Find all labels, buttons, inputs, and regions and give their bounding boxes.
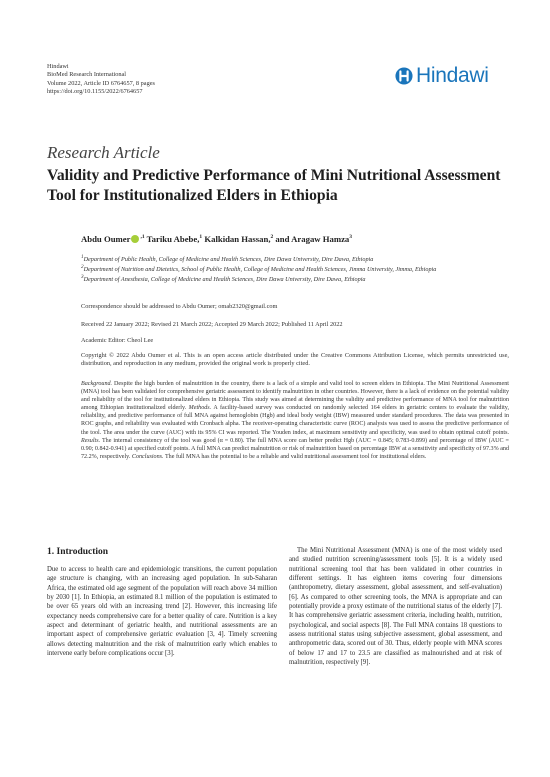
author-affil-sup: ,1 [140,234,145,241]
abstract-results-label: Results. [81,437,101,444]
article-title: Validity and Predictive Performance of Mini Nutritional Assessment Tool for Institutionalized Elders in Ethiopia [47,167,501,204]
section-heading-introduction: 1. Introduction [47,547,109,557]
author-affil-sup: 2 [270,234,274,241]
abstract-methods-label: Methods. [186,405,212,412]
author-name[interactable]: Abdu Oumer [81,234,131,244]
copyright-notice: Copyright © 2022 Abdu Oumer et al. This is an open access article distributed under the Creative Commons Attribution License, which permits unrestricted use, distribution, and reproduction in any medium, provided the original work is properly cited. [81,352,509,368]
hindawi-logo-icon [395,67,413,85]
paragraph: Due to access to health care and epidemiologic transitions, the current population age structure is changing, with an increasing aged population. In sub-Saharan Africa, the estimated old age segment of the population will reach above 34 million by 2030 [1]. In Ethiopia, an estimated 8.1 million of the population is estimated to be over 65 years old with an increasing trend [2]. However, this increasing life expectancy needs comprehensive care for a better quality of care. Nutrition is a key aspect and determinant of geriatric health, and nutritional assessments are an important aspect of comprehensive geriatric evaluation [3, 4]. Timely screening allows detecting malnutrition and the risk of malnutrition early which enables to intervene early before complications occur [3]. [47,566,277,658]
abstract-background-label: Background. [81,381,113,387]
author-list [81,234,352,244]
article-dates: Received 22 January 2022; Revised 21 March 2022; Accepted 29 March 2022; Published 11 April 2022 [81,321,343,328]
correspondence: Correspondence should be addressed to Abdu Oumer; omab2320@gmail.com [81,303,278,310]
author-affil-sup: 1 [199,234,203,241]
abstract-conclusions: The full MNA has the potential to be a reliable and valid nutritional assessment tool for institutional elders. [163,453,427,460]
left-column-text [47,565,277,658]
affiliation-item: $^2$Department of Nutrition and Dietetics, School of Public Health, College of Medicine and Health Sciences, Jimma University, Jimma, Ethiopia [81,263,437,274]
paragraph: The Mini Nutritional Assessment (MNA) is one of the most widely used and studied nutrition screening/assessment tools [5]. It is a widely used nutritional screening tool that has been validated in other countries in different settings. It has eighteen items covering four dimensions (anthropometry, dietary assessment, global assessment, and self-evaluation) [6]. As compared to other screening tools, the MNA is appropriate and can potentially provide a proxy estimate of the nutritional status of the elderly [7]. It has comprehensive geriatric assessment criteria, including health, nutrition, psychological, and social aspects [8]. The Full MNA contains 18 questions to assess nutritional status using subjective assessment, global assessment, and anthropometric data, scored out of 30. Thus, elderly people with MNA scores of below 17 and 17 to 23.5 are classified as malnourished and at risk of malnutrition, respectively [9]. [289,547,502,667]
journal-name: BioMed Research International [47,71,127,79]
abstract-methods: A facility-based survey was conducted on randomly selected 164 elders in geriatric centers to evaluate the validity, reliability, and predictive performance of full MNA against hemoglobin (Hgb) and ideal body weight (IBW) measured under standard procedures. The data was presented in ROC graphs, and reliability was evaluated with Cronbach alpha. The receiver-operating characteristic curve (ROC) analysis was used to assess the predictive performance of the tool. The area under the curve (AUC) with its 95% CI was reported. The Youden index, at maximum sensitivity and specificity, was used to obtain optimal cutoff points. [81,405,509,436]
orcid-icon[interactable] [131,235,139,243]
abstract [81,380,509,461]
publisher-name: Hindawi [47,63,69,70]
affiliation-item: $^3$Department of Anesthesia, College of Medicine and Health Sciences, Dire Dawa University, Dire Dawa, Ethiopia [81,273,366,283]
hindawi-logo [395,64,489,88]
academic-editor: Academic Editor: Cheol Lee [81,337,154,344]
hindawi-logo-text: Hindawi [416,64,489,87]
abstract-background: Despite the high burden of malnutrition in the country, there is a lack of a simple and valid tool to screen elders in Ethiopia. The Mini Nutritional Assessment (MNA) tool has been validated for comprehensive geriatric assessment to identify malnutrition in other countries. However, there is a lack of evidence on the potential validity and reliability of the tool for institutionalized elders in Ethiopia. This study was aimed at determining the validity and predictive performance of MNA tool for malnutrition among Ethiopian institutionalized elderly. [81,381,509,412]
author-name[interactable]: Kalkidan Hassan, [202,234,271,244]
publication-info [47,63,155,96]
author-affil-sup: 3 [349,234,353,241]
author-name[interactable]: Tariku Abebe, [144,234,200,244]
affiliation-item: $^1$Department of Public Health, College of Medicine and Health Sciences, Dire Dawa University, Dire Dawa, Ethiopia [81,254,374,264]
abstract-conclusions-label: Conclusions. [130,453,164,460]
affiliations [81,254,509,284]
right-column-text [289,546,502,667]
volume-line: Volume 2022, Article ID 6764657, 8 pages [47,79,155,87]
doi-link[interactable]: https://doi.org/10.1155/2022/6764657 [47,87,143,95]
article-type: Research Article [47,143,160,162]
author-name[interactable]: and Aragaw Hamza [273,234,350,244]
abstract-results: The internal consistency of the tool was good (α = 0.80). The full MNA score can better predict Hgb (AUC = 0.845; 0.783-0.899) and percentage of IBW (AUC = 0.90; 0.842-0.941) at specified cutoff points. A full MNA can predict malnutrition or risk of malnutrition based on percentage IBW at a sensitivity and specificity of 97.3% and 72.2%, respectively. [81,437,509,460]
